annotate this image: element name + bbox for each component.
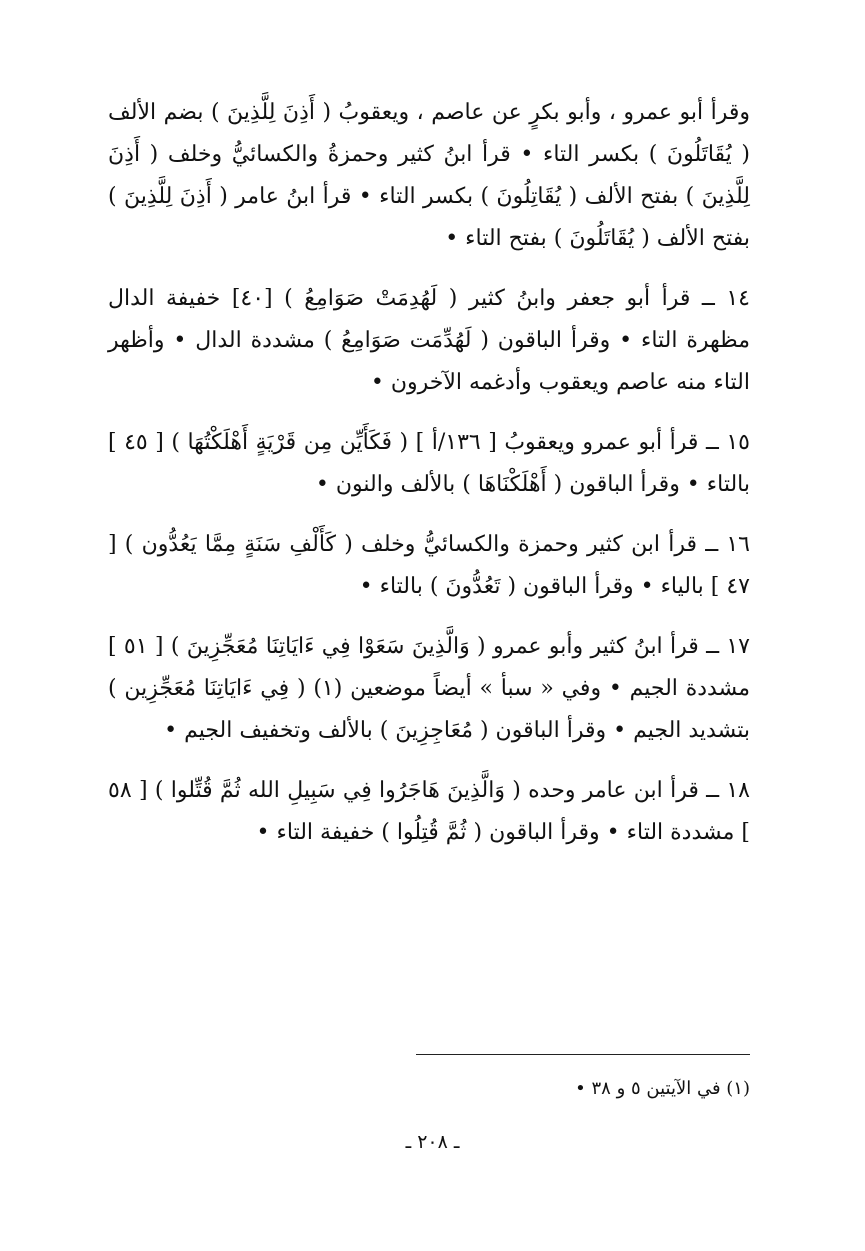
main-text — [108, 92, 750, 872]
page-number: ـ ٢٠٨ ـ — [405, 1131, 460, 1153]
footnote-divider — [416, 1054, 750, 1055]
paragraph-15: ١٥ ــ قرأ أبو عمرو ويعقوبُ [ ١٣٦/أ ] ( فَكَأَيِّن مِن قَرْيَةٍ أَهْلَكْتُهَا ) [ ٤٥ ] بالتاء • وقرأ الباقون ( أَهْلَكْنَاهَا ) بالألف والنون • — [108, 430, 750, 497]
paragraph-14: ١٤ ــ قرأ أبو جعفر وابنُ كثير ( لَهُدِمَتْ صَوَامِعُ ) [٤٠] خفيفة الدال مظهرة التاء • وقرأ الباقون ( لَهُدِّمَت صَوَامِعُ ) مشددة الدال • وأظهر التاء منه عاصم ويعقوب وأدغمه الآخرون • — [108, 286, 750, 395]
paragraph-18: ١٨ ــ قرأ ابن عامر وحده ( وَالَّذِينَ هَاجَرُوا فِي سَبِيلِ الله ثُمَّ قُتِّلوا ) [ ٥٨ ] مشددة التاء • وقرأ الباقون ( ثُمَّ قُتِلُوا ) خفيفة التاء • — [108, 778, 750, 845]
paragraph-17: ١٧ ــ قرأ ابنُ كثير وأبو عمرو ( وَالَّذِينَ سَعَوْا فِي ءَايَاتِنَا مُعَجِّزِينَ ) [ ٥١ ] مشددة الجيم • وفي « سبأ » أيضاً موضعين (١) ( فِي ءَايَاتِنَا مُعَجِّزِين ) بتشديد الجيم • وقرأ الباقون ( مُعَاجِزِينَ ) بالألف وتخفيف الجيم • — [108, 634, 750, 743]
footnote: (١) في الآيتين ٥ و ٣٨ • — [575, 1078, 750, 1099]
paragraph-intro: وقرأ أبو عمرو ، وأبو بكرٍ عن عاصم ، ويعقوبُ ( أَذِنَ لِلَّذِينَ ) بضم الألف ( يُقَاتَلُونَ ) بكسر التاء • قرأ ابنُ كثير وحمزةُ والكسائيُّ وخلف ( أَذِنَ لِلَّذِينَ ) بفتح الألف ( يُقَاتِلُونَ ) بكسر التاء • قرأ ابنُ عامر ( أَذِنَ لِلَّذِينَ ) بفتح الألف ( يُقَاتَلُونَ ) بفتح التاء • — [108, 100, 750, 251]
paragraph-16: ١٦ ــ قرأ ابن كثير وحمزة والكسائيُّ وخلف ( كَأَلْفِ سَنَةٍ مِمَّا يَعُدُّون ) [ ٤٧ ] بالياء • وقرأ الباقون ( تَعُدُّونَ ) بالتاء • — [108, 532, 750, 599]
